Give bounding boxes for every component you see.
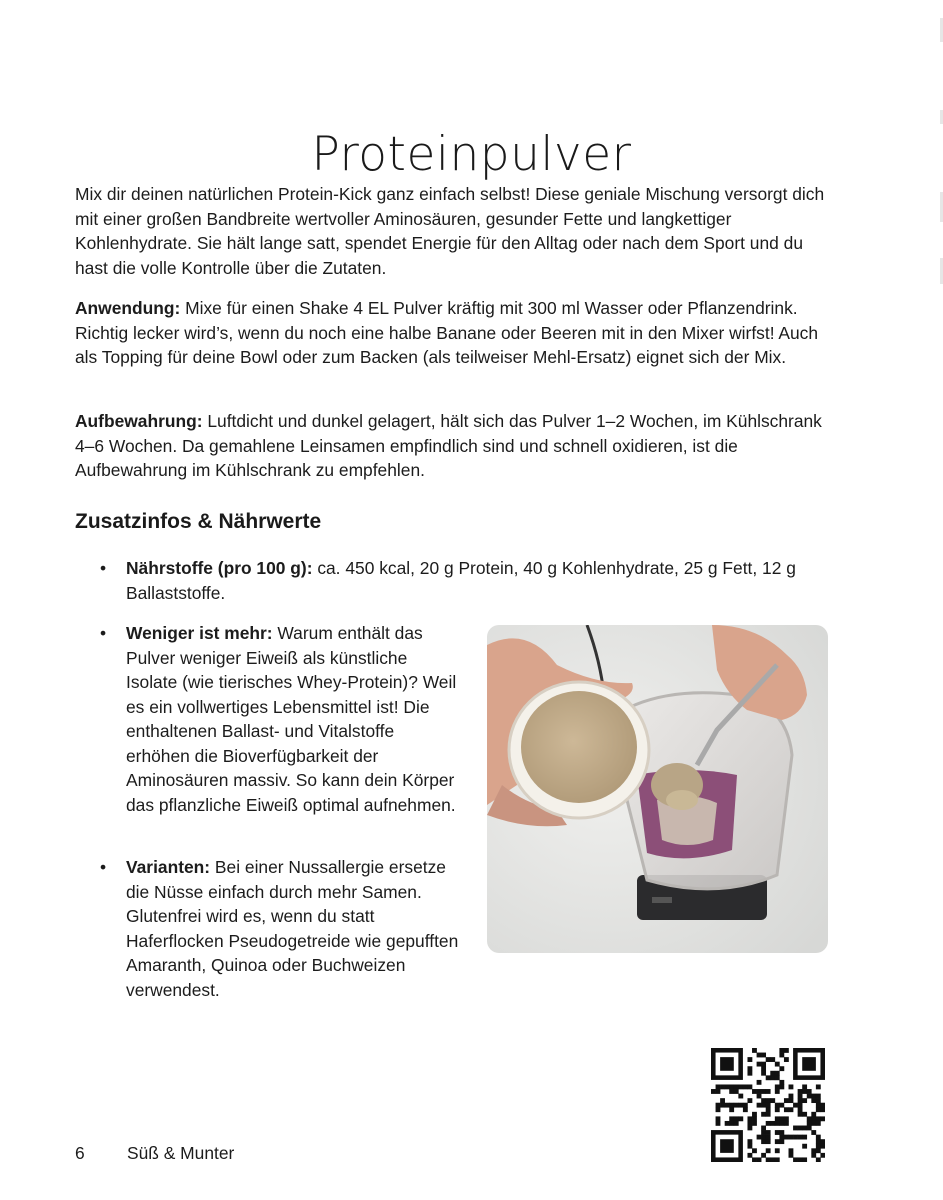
qr-code[interactable]	[711, 1048, 825, 1162]
bullet-item-variants	[100, 855, 470, 1005]
bullet-label: Nährstoffe (pro 100 g):	[126, 558, 313, 578]
bullet-item-less-is-more	[100, 621, 470, 841]
bullet-label: Varianten:	[126, 857, 211, 877]
bullet-dot: •	[100, 558, 107, 578]
section-heading: Zusatzinfos & Nährwerte	[75, 510, 322, 533]
bullet-dot: •	[100, 857, 107, 877]
bullet-body: Warum enthält das Pulver weniger Eiweiß als künstliche Isolate (wie tierisches Whey-Protein)? Weil es ein vollwertiges Lebensmittel ist! Die enthaltenen Ballast- und Vitalstoffe erhöhen die Bioverfügbarkeit der Aminosäuren massiv. So kann dein Körper das pflanzliche Eiweiß optimal aufnehmen.	[126, 623, 457, 815]
recipe-photo	[487, 625, 828, 953]
bullet-label: Weniger ist mehr:	[126, 623, 273, 643]
bullet-body: ca. 450 kcal, 20 g Protein, 40 g Kohlenhydrate, 25 g Fett, 12 g Ballaststoffe.	[126, 558, 796, 603]
usage-text: Mixe für einen Shake 4 EL Pulver kräftig mit 300 ml Wasser oder Pflanzendrink. Richtig lecker wird’s, wenn du noch eine halbe Banane oder Beeren mit in den Mixer wirfst! Auch als Topping für deine Bowl oder zum Backen (als teilweiser Mehl-Ersatz) eignet sich der Mix.	[75, 298, 819, 367]
usage-paragraph	[75, 296, 835, 370]
bullet-text	[126, 621, 461, 817]
bullet-body: Bei einer Nussallergie ersetze die Nüsse einfach durch mehr Samen. Glutenfrei wird es, wenn du statt Haferflocken Pseudogetreide wie gepufften Amaranth, Quinoa oder Buchweizen verwendest.	[126, 857, 459, 1000]
bullet-text	[126, 855, 461, 1002]
intro-paragraph: Mix dir deinen natürlichen Protein-Kick ganz einfach selbst! Diese geniale Mischung versorgt dich mit einer großen Bandbreite wertvoller Aminosäuren, gesunder Fette und langkettiger Kohlenhydrate. Sie hält lange satt, spendet Energie für den Alltag oder nach dem Sport und du hast die volle Kontrolle über die Zutaten.	[75, 184, 825, 278]
bullet-dot: •	[100, 623, 107, 643]
usage-label: Anwendung:	[75, 298, 181, 318]
page-number: 6	[75, 1143, 85, 1163]
page-title: Proteinpulver	[311, 127, 632, 183]
bullet-item-nutrients	[100, 556, 840, 608]
book-title: Süß & Munter	[127, 1143, 235, 1163]
bullet-text	[126, 556, 840, 605]
storage-paragraph	[75, 409, 835, 483]
storage-label: Aufbewahrung:	[75, 411, 203, 431]
storage-text: Luftdicht und dunkel gelagert, hält sich das Pulver 1–2 Wochen, im Kühlschrank 4–6 Wochen. Da gemahlene Leinsamen empfindlich sind und schnell oxidieren, ist die Aufbewahrung im Kühlschrank zu empfehlen.	[75, 411, 822, 480]
